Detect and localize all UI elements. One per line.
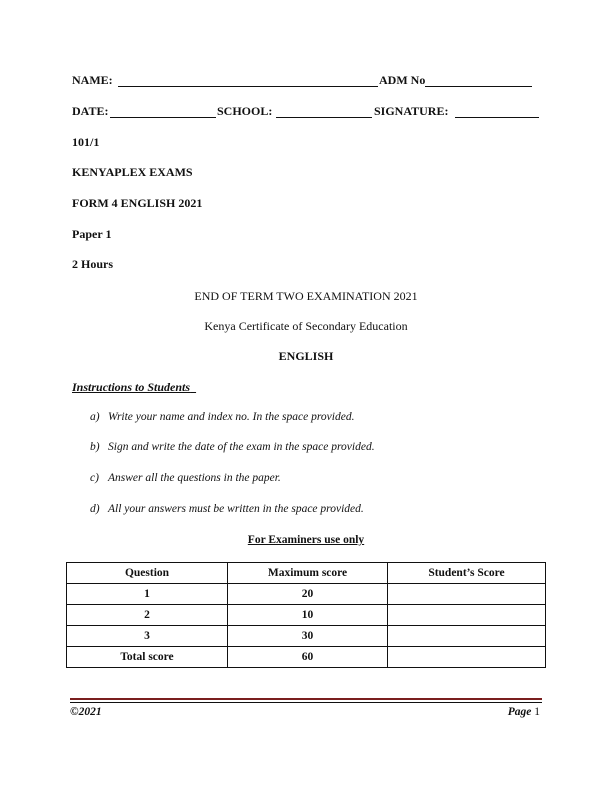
certificate-title: Kenya Certificate of Secondary Education	[204, 319, 408, 333]
page-number: 1	[534, 706, 540, 718]
exam-provider: KENYAPLEX EXAMS	[72, 165, 193, 179]
table-row	[67, 626, 546, 647]
instruction-marker: c)	[90, 472, 99, 484]
paper-code: 101/1	[72, 135, 100, 149]
duration: 2 Hours	[72, 257, 114, 271]
subject-title: ENGLISH	[278, 349, 334, 363]
student-score-cell[interactable]	[388, 626, 546, 647]
examiners-table	[66, 562, 546, 668]
paper-number: Paper 1	[72, 227, 112, 241]
page-label: Page	[507, 706, 532, 718]
adm-input-line[interactable]	[425, 86, 532, 87]
instruction-item	[90, 441, 375, 453]
school-label: SCHOOL:	[217, 104, 273, 118]
question-cell: Total score	[67, 647, 228, 668]
table-row	[67, 605, 546, 626]
question-cell: 1	[67, 584, 228, 605]
instruction-marker: d)	[90, 503, 100, 515]
exam-title: END OF TERM TWO EXAMINATION 2021	[194, 289, 418, 303]
instructions-heading: Instructions to Students	[72, 380, 191, 394]
form-subject: FORM 4 ENGLISH 2021	[72, 196, 203, 210]
instruction-marker: b)	[90, 441, 100, 453]
name-input-line[interactable]	[118, 86, 378, 87]
footer-rule-bottom	[70, 702, 542, 703]
max-score-cell: 10	[228, 605, 388, 626]
footer-copyright: ©2021	[70, 706, 102, 718]
instruction-item	[90, 411, 354, 423]
student-score-cell[interactable]	[388, 605, 546, 626]
instruction-marker: a)	[90, 411, 100, 423]
instruction-text: Write your name and index no. In the space provided.	[108, 411, 355, 423]
footer-page	[508, 706, 540, 718]
examiners-caption: For Examiners use only	[247, 534, 365, 546]
student-score-cell[interactable]	[388, 584, 546, 605]
question-cell: 3	[67, 626, 228, 647]
header-maximum-score: Maximum score	[228, 563, 388, 584]
instruction-text: Answer all the questions in the paper.	[108, 472, 281, 484]
date-input-line[interactable]	[110, 117, 216, 118]
name-label: NAME:	[72, 73, 113, 87]
max-score-cell: 30	[228, 626, 388, 647]
instruction-text: Sign and write the date of the exam in the space provided.	[108, 441, 375, 453]
question-cell: 2	[67, 605, 228, 626]
student-score-cell[interactable]	[388, 647, 546, 668]
table-header-row	[67, 563, 546, 584]
adm-label: ADM No	[379, 73, 426, 87]
instruction-text: All your answers must be written in the space provided.	[108, 503, 364, 515]
instruction-item	[90, 503, 364, 515]
footer-rule-top	[70, 698, 542, 700]
header-student-score: Student’s Score	[388, 563, 546, 584]
signature-label: SIGNATURE:	[374, 104, 449, 118]
school-input-line[interactable]	[276, 117, 372, 118]
max-score-cell: 60	[228, 647, 388, 668]
table-row	[67, 584, 546, 605]
instruction-item	[90, 472, 281, 484]
table-row	[67, 647, 546, 668]
date-label: DATE:	[72, 104, 109, 118]
header-question: Question	[67, 563, 228, 584]
max-score-cell: 20	[228, 584, 388, 605]
signature-input-line[interactable]	[455, 117, 539, 118]
